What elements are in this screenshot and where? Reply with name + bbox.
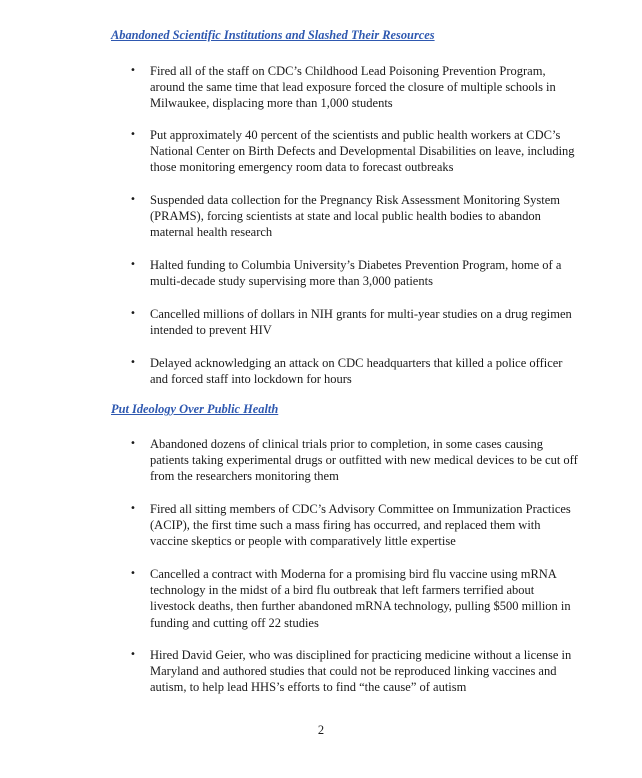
section-heading-institutions: Abandoned Scientific Institutions and Slashed Their Resources (111, 28, 435, 42)
list-item (130, 436, 580, 485)
bullet-icon: • (130, 503, 136, 514)
bullet-icon: • (130, 568, 136, 579)
list-item-text: Abandoned dozens of clinical trials prior to completion, in some cases causing patients taking experimental drugs or outfitted with new medical devices to be cut off from the researchers monitoring them (150, 437, 578, 484)
bullet-icon: • (130, 649, 136, 660)
list-item-text: Halted funding to Columbia University’s Diabetes Prevention Program, home of a multi-decade study supervising more than 3,000 patients (150, 258, 562, 289)
list-item (130, 306, 580, 338)
list-item (130, 355, 580, 387)
list-item (130, 63, 580, 112)
list-item-text: Put approximately 40 percent of the scientists and public health workers at CDC’s National Center on Birth Defects and Developmental Disabilities on leave, including those monitoring emergency room data to forecast outbreaks (150, 128, 575, 175)
list-item (130, 127, 580, 176)
list-item-text: Delayed acknowledging an attack on CDC headquarters that killed a police officer and forced staff into lockdown for hours (150, 356, 563, 387)
list-item-text: Hired David Geier, who was disciplined for practicing medicine without a license in Maryland and authored studies that could not be reproduced linking vaccines and autism, to help lead HHS’s efforts to find “the cause” of autism (150, 648, 572, 695)
list-item-text: Fired all of the staff on CDC’s Childhood Lead Poisoning Prevention Program, around the same time that lead exposure forced the closure of multiple schools in Milwaukee, displacing more than 1,000 students (150, 64, 556, 111)
bullet-icon: • (130, 438, 136, 449)
list-item-text: Suspended data collection for the Pregnancy Risk Assessment Monitoring System (PRAMS), forcing scientists at state and local public health bodies to abandon maternal health research (150, 193, 561, 240)
bullet-icon: • (130, 259, 136, 270)
list-item-text: Cancelled a contract with Moderna for a promising bird flu vaccine using mRNA technology in the midst of a bird flu outbreak that left farmers terrified about livestock deaths, then further abandoned mRNA technology, pulling $500 million in funding and cutting off 22 studies (150, 567, 571, 630)
list-item (130, 501, 580, 550)
list-item (130, 192, 580, 241)
list-item (130, 257, 580, 289)
page-number: 2 (317, 723, 325, 737)
list-item-text: Fired all sitting members of CDC’s Advisory Committee on Immunization Practices (ACIP), the first time such a mass firing has occurred, and replaced them with vaccine skeptics or people with comparatively little expertise (150, 502, 571, 549)
bullet-icon: • (130, 194, 136, 205)
bullet-icon: • (130, 129, 136, 140)
list-item-text: Cancelled millions of dollars in NIH grants for multi-year studies on a drug regimen intended to prevent HIV (150, 307, 572, 338)
bullet-icon: • (130, 308, 136, 319)
list-item (130, 566, 580, 631)
bullet-icon: • (130, 65, 136, 76)
bullet-icon: • (130, 357, 136, 368)
section-heading-ideology: Put Ideology Over Public Health (111, 402, 279, 416)
list-item (130, 647, 580, 696)
